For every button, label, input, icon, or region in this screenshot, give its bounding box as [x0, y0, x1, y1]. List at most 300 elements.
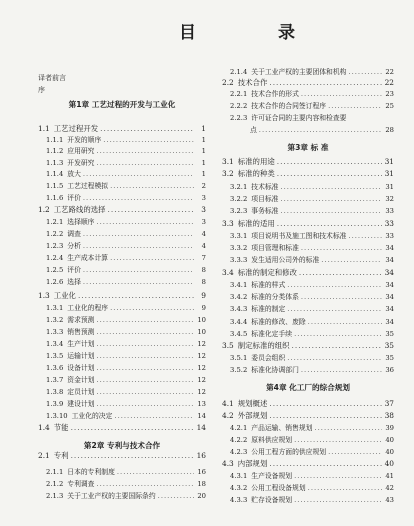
entry-page-number: 35	[385, 330, 394, 338]
entry-title: 项目说明书及施工图和技术标准	[251, 232, 347, 240]
entry-title: 工艺过程模拟	[67, 182, 109, 190]
chapter-heading: 第1章 工艺过程的开发与工业化	[68, 100, 176, 109]
entry-number: 1.3	[38, 291, 50, 300]
toc-subsection-entry	[222, 193, 394, 205]
entry-page-number: 12	[197, 388, 206, 396]
entry-page-number: 18	[197, 480, 206, 488]
entry-page-number: 34	[385, 293, 394, 301]
toc-subsection-entry	[222, 100, 394, 112]
entry-title: 日本的专利制度	[67, 468, 115, 476]
entry-title: 外部规划	[237, 411, 268, 420]
entry-title: 生产设备规划	[251, 472, 293, 480]
entry-page-number: 3	[201, 218, 206, 226]
toc-subsection-entry	[222, 328, 394, 340]
toc-subsection-entry	[222, 124, 394, 136]
toc-subsection-entry	[38, 490, 206, 502]
toc-section-entry	[222, 458, 394, 470]
entry-page-number: 10	[197, 328, 206, 336]
entry-number: 3.2.3	[230, 207, 248, 215]
toc-subsection-entry	[38, 338, 206, 350]
dot-leader	[287, 303, 382, 315]
entry-title: 技术合作的形式	[251, 90, 299, 98]
entry-number: 3.4.3	[230, 305, 248, 313]
entry-title: 标准的修改、废除	[251, 318, 306, 326]
toc-section-entry	[222, 218, 394, 230]
entry-title: 标准的分类体系	[251, 293, 299, 301]
entry-page-number: 8	[201, 266, 206, 274]
toc-subsection-entry	[222, 494, 394, 506]
entry-title: 工艺路线的选择	[53, 205, 106, 214]
entry-page-number: 12	[197, 352, 206, 360]
entry-title: 工业化	[53, 291, 76, 300]
entry-page-number: 12	[197, 340, 206, 348]
dot-leader	[301, 291, 382, 303]
entry-title: 点	[250, 126, 257, 134]
dot-leader	[96, 362, 194, 374]
entry-page-number: 34	[385, 318, 394, 326]
dot-leader	[83, 228, 194, 240]
entry-title: 开发的顺序	[67, 136, 102, 144]
entry-title: 节能	[53, 423, 69, 432]
entry-number: 4.3	[222, 459, 234, 468]
toc-subsection-entry	[38, 314, 206, 326]
dot-leader	[294, 494, 382, 506]
entry-page-number: 38	[384, 411, 394, 420]
entry-title: 产品运输、销售规划	[251, 424, 313, 432]
entry-number: 2.2	[222, 78, 234, 87]
entry-page-number: 33	[385, 207, 394, 215]
toc-subsection-entry	[38, 302, 206, 314]
dot-leader	[328, 100, 382, 112]
entry-title: 专利调查	[67, 480, 95, 488]
toc-subsection-entry	[38, 240, 206, 252]
entry-number: 3.3.2	[230, 244, 248, 252]
entry-page-number: 13	[197, 400, 206, 408]
entry-number: 1.1.1	[46, 136, 64, 144]
toc-subsection-entry	[38, 145, 206, 157]
entry-number: 1.2.3	[46, 242, 64, 250]
dot-leader	[308, 482, 382, 494]
entry-title: 项目标准	[251, 195, 279, 203]
toc-subsection-entry	[222, 205, 394, 217]
entry-title: 销售预测	[67, 328, 95, 336]
dot-leader	[287, 279, 382, 291]
entry-title: 评价	[67, 194, 81, 202]
toc-subsection-entry	[222, 303, 394, 315]
dot-leader	[259, 124, 382, 136]
entry-title: 建设计划	[67, 400, 95, 408]
entry-number: 3.2.2	[230, 195, 248, 203]
chapter-heading: 第4章 化工厂的综合规划	[266, 383, 350, 392]
entry-page-number: 7	[201, 254, 206, 262]
entry-page-number: 36	[385, 366, 394, 374]
toc-subsection-entry	[222, 254, 394, 266]
entry-page-number: 10	[197, 316, 206, 324]
entry-page-number: 4	[201, 230, 206, 238]
toc-section-entry	[38, 450, 206, 462]
dot-leader	[294, 328, 382, 340]
entry-title: 应用研究	[67, 147, 95, 155]
entry-page-number: 39	[385, 424, 394, 432]
entry-page-number: 9	[201, 291, 206, 300]
entry-page-number: 40	[384, 459, 394, 468]
dot-leader	[96, 386, 194, 398]
dot-leader	[301, 242, 382, 254]
entry-number: 3.4.1	[230, 281, 248, 289]
entry-number: 1.4	[38, 423, 50, 432]
entry-number: 1.3.7	[46, 376, 64, 384]
dot-leader	[96, 314, 194, 326]
entry-page-number: 33	[384, 219, 394, 228]
entry-page-number: 25	[385, 102, 394, 110]
entry-number: 4.2.2	[230, 436, 248, 444]
entry-number: 3.5.2	[230, 366, 248, 374]
entry-title: 发生适用公司外的标准	[251, 256, 320, 264]
entry-number: 1.3.2	[46, 316, 64, 324]
entry-number: 1.1	[38, 124, 50, 133]
toc-subsection-entry	[222, 112, 394, 124]
toc-section-entry	[222, 168, 394, 180]
entry-number: 1.3.6	[46, 364, 64, 372]
entry-page-number: 40	[385, 436, 394, 444]
entry-title: 工业化的决定	[71, 412, 113, 420]
toc-section-entry	[222, 340, 394, 352]
dot-leader	[269, 458, 382, 470]
toc-subsection-entry	[222, 242, 394, 254]
dot-leader	[277, 168, 382, 180]
entry-title: 需求预测	[67, 316, 95, 324]
entry-title: 关于工业产权的主要团体和机构	[251, 68, 347, 76]
toc-subsection-entry	[38, 276, 206, 288]
entry-page-number: 31	[384, 169, 394, 178]
entry-title: 内部规划	[237, 459, 268, 468]
entry-number: 1.1.2	[46, 147, 64, 155]
entry-title: 公用工程方面的供应规划	[251, 448, 327, 456]
entry-title: 项目管理和标准	[251, 244, 299, 252]
entry-number: 3.2	[222, 169, 234, 178]
dot-leader	[96, 145, 194, 157]
entry-page-number: 37	[384, 399, 394, 408]
entry-title: 评价	[67, 266, 81, 274]
entry-title: 专利	[53, 451, 69, 460]
entry-number: 4.3.2	[230, 484, 248, 492]
toc-subsection-entry	[222, 291, 394, 303]
entry-number: 1.1.5	[46, 182, 64, 190]
entry-page-number: 34	[385, 281, 394, 289]
dot-leader	[269, 410, 382, 422]
entry-page-number: 1	[201, 147, 206, 155]
entry-title: 技术合作的合同签订程序	[251, 102, 327, 110]
entry-title: 定员计划	[67, 388, 95, 396]
entry-title: 规划概述	[237, 399, 268, 408]
dot-leader	[83, 168, 194, 180]
dot-leader	[280, 205, 382, 217]
entry-number: 2.2.3	[230, 114, 248, 122]
entry-page-number: 12	[197, 376, 206, 384]
entry-title: 调查	[67, 230, 81, 238]
entry-title: 运输计划	[67, 352, 95, 360]
entry-number: 4.3.1	[230, 472, 248, 480]
toc-subsection-entry	[222, 316, 394, 328]
entry-number: 1.1.6	[46, 194, 64, 202]
entry-page-number: 22	[384, 78, 394, 87]
dot-leader	[110, 252, 194, 264]
entry-number: 1.3.3	[46, 328, 64, 336]
entry-number: 2.1.4	[230, 68, 248, 76]
entry-number: 1.2.2	[46, 230, 64, 238]
toc-subsection-entry	[222, 230, 394, 242]
entry-page-number: 42	[385, 484, 394, 492]
entry-title: 工业化的程序	[67, 304, 109, 312]
entry-number: 3.4.2	[230, 293, 248, 301]
chapter-heading: 第3章 标 准	[287, 143, 329, 152]
entry-title: 选择	[67, 278, 81, 286]
front-matter-preface: 译者前言	[38, 74, 66, 82]
entry-number: 1.2.6	[46, 278, 64, 286]
toc-section-entry	[222, 267, 394, 279]
entry-page-number: 22	[385, 68, 394, 76]
entry-title: 资金计划	[67, 376, 95, 384]
entry-page-number: 20	[197, 492, 206, 500]
toc-subsection-entry	[38, 216, 206, 228]
dot-leader	[269, 398, 382, 410]
dot-leader	[117, 466, 194, 478]
dot-leader	[114, 410, 194, 422]
dot-leader	[96, 478, 194, 490]
entry-page-number: 34	[384, 268, 394, 277]
entry-page-number: 4	[201, 242, 206, 250]
entry-page-number: 2	[201, 182, 206, 190]
dot-leader	[294, 434, 382, 446]
toc-subsection-entry	[222, 364, 394, 376]
entry-title: 委员会组织	[251, 354, 286, 362]
toc-subsection-entry	[38, 478, 206, 490]
entry-page-number: 34	[385, 244, 394, 252]
entry-page-number: 9	[201, 304, 206, 312]
entry-number: 2.1.1	[46, 468, 64, 476]
dot-leader	[83, 240, 194, 252]
dot-leader	[71, 422, 194, 434]
entry-page-number: 43	[385, 496, 394, 504]
entry-number: 1.3.9	[46, 400, 64, 408]
entry-number: 2.2.2	[230, 102, 248, 110]
dot-leader	[280, 181, 382, 193]
toc-subsection-entry	[38, 374, 206, 386]
toc-subsection-entry	[222, 181, 394, 193]
entry-page-number: 31	[385, 183, 394, 191]
entry-page-number: 1	[201, 136, 206, 144]
entry-number: 1.2.4	[46, 254, 64, 262]
entry-page-number: 14	[196, 423, 206, 432]
entry-title: 标准的种类	[237, 169, 275, 178]
entry-page-number: 1	[201, 124, 206, 133]
entry-number: 4.3.3	[230, 496, 248, 504]
entry-title: 标准的制定和修改	[237, 268, 297, 277]
dot-leader	[280, 193, 382, 205]
entry-number: 3.5.1	[230, 354, 248, 362]
entry-number: 4.2.3	[230, 448, 248, 456]
entry-title: 标准的适用	[237, 219, 275, 228]
entry-number: 1.3.5	[46, 352, 64, 360]
dot-leader	[277, 156, 382, 168]
entry-title: 标准的样式	[251, 281, 286, 289]
entry-title: 生产成本计算	[67, 254, 109, 262]
toc-section-entry	[222, 410, 394, 422]
entry-number: 4.1	[222, 399, 234, 408]
entry-number: 3.4.5	[230, 330, 248, 338]
entry-title: 选择顺序	[67, 218, 95, 226]
dot-leader	[158, 490, 194, 502]
toc-subsection-entry	[38, 398, 206, 410]
dot-leader	[83, 192, 194, 204]
dot-leader	[299, 267, 382, 279]
entry-page-number: 16	[196, 451, 206, 460]
entry-title: 贮存设备规划	[251, 496, 293, 504]
toc-subsection-entry	[38, 410, 206, 422]
entry-number: 1.1.3	[46, 159, 64, 167]
toc-subsection-entry	[38, 264, 206, 276]
dot-leader	[108, 204, 194, 216]
entry-number: 2.1	[38, 451, 50, 460]
toc-subsection-entry	[222, 446, 394, 458]
toc-section-entry	[222, 156, 394, 168]
entry-page-number: 3	[201, 205, 206, 214]
entry-title: 标准化定手续	[251, 330, 293, 338]
toc-subsection-entry	[222, 352, 394, 364]
entry-title: 开发研究	[67, 159, 95, 167]
dot-leader	[292, 340, 382, 352]
dot-leader	[110, 302, 194, 314]
dot-leader	[287, 352, 382, 364]
entry-page-number: 12	[197, 364, 206, 372]
entry-number: 1.2.5	[46, 266, 64, 274]
entry-number: 2.1.2	[46, 480, 64, 488]
toc-section-entry	[38, 422, 206, 434]
toc-subsection-entry	[38, 466, 206, 478]
entry-title: 技术标准	[251, 183, 279, 191]
dot-leader	[83, 276, 194, 288]
toc-subsection-entry	[222, 422, 394, 434]
toc-subsection-entry	[38, 168, 206, 180]
dot-leader	[314, 422, 382, 434]
toc-subsection-entry	[222, 279, 394, 291]
entry-page-number: 23	[385, 90, 394, 98]
entry-number: 1.3.10	[46, 412, 68, 420]
toc-subsection-entry	[38, 180, 206, 192]
entry-number: 3.4	[222, 268, 234, 277]
entry-title: 技术合作	[237, 78, 268, 87]
toc-section-entry	[38, 204, 206, 216]
front-matter-foreword: 序	[38, 86, 45, 94]
entry-page-number: 32	[385, 195, 394, 203]
entry-title: 工艺过程开发	[53, 124, 99, 133]
dot-leader	[96, 338, 194, 350]
dot-leader	[277, 218, 382, 230]
entry-number: 4.2.1	[230, 424, 248, 432]
dot-leader	[96, 326, 194, 338]
toc-section-entry	[38, 290, 206, 302]
entry-number: 3.1	[222, 157, 234, 166]
entry-title: 原料供应规划	[251, 436, 293, 444]
dot-leader	[96, 374, 194, 386]
dot-leader	[83, 264, 194, 276]
entry-page-number: 35	[384, 341, 394, 350]
entry-number: 3.4.4	[230, 318, 248, 326]
entry-title: 标准的用途	[237, 157, 275, 166]
entry-page-number: 3	[201, 194, 206, 202]
entry-number: 4.2	[222, 411, 234, 420]
entry-page-number: 34	[385, 256, 394, 264]
dot-leader	[308, 316, 382, 328]
toc-section-entry	[222, 398, 394, 410]
entry-page-number: 35	[385, 354, 394, 362]
entry-title: 分析	[67, 242, 81, 250]
entry-title: 设备计划	[67, 364, 95, 372]
toc-subsection-entry	[38, 350, 206, 362]
dot-leader	[348, 230, 382, 242]
entry-title: 关于工业产权的主要国际条约	[67, 492, 156, 500]
entry-page-number: 14	[197, 412, 206, 420]
entry-title: 制定标准的组织	[237, 341, 290, 350]
entry-page-number: 28	[385, 126, 394, 134]
entry-number: 1.1.4	[46, 170, 64, 178]
dot-leader	[294, 470, 382, 482]
toc-subsection-entry	[222, 470, 394, 482]
toc-subsection-entry	[222, 88, 394, 100]
entry-page-number: 16	[197, 468, 206, 476]
entry-title: 标准的制定	[251, 305, 286, 313]
toc-subsection-entry	[38, 362, 206, 374]
entry-page-number: 40	[385, 448, 394, 456]
entry-title: 事务标准	[251, 207, 279, 215]
entry-number: 1.2	[38, 205, 50, 214]
entry-number: 3.2.1	[230, 183, 248, 191]
entry-number: 3.3.1	[230, 232, 248, 240]
entry-number: 3.5	[222, 341, 234, 350]
dot-leader	[96, 398, 194, 410]
dot-leader	[301, 364, 382, 376]
chapter-heading: 第2章 专利与技术合作	[83, 441, 161, 450]
dot-leader	[301, 88, 382, 100]
entry-title: 生产计划	[67, 340, 95, 348]
toc-subsection-entry	[38, 326, 206, 338]
toc-subsection-entry	[38, 228, 206, 240]
dot-leader	[96, 216, 194, 228]
entry-page-number: 8	[201, 278, 206, 286]
dot-leader	[110, 180, 194, 192]
toc-subsection-entry	[38, 386, 206, 398]
entry-page-number: 1	[201, 170, 206, 178]
toc-subsection-entry	[222, 434, 394, 446]
entry-number: 2.1.3	[46, 492, 64, 500]
dot-leader	[78, 290, 194, 302]
entry-number: 1.3.4	[46, 340, 64, 348]
entry-number: 1.3.1	[46, 304, 64, 312]
entry-page-number: 34	[385, 305, 394, 313]
page-title: 目 录	[179, 23, 333, 43]
entry-title: 放大	[67, 170, 81, 178]
entry-number: 1.3.8	[46, 388, 64, 396]
entry-title: 标准化协调部门	[251, 366, 299, 374]
dot-leader	[96, 350, 194, 362]
entry-title: 许可证合同的主要内容和检查要	[251, 114, 347, 122]
entry-number: 3.3	[222, 219, 234, 228]
dot-leader	[71, 450, 194, 462]
entry-number: 3.3.3	[230, 256, 248, 264]
entry-number: 1.2.1	[46, 218, 64, 226]
toc-subsection-entry	[222, 482, 394, 494]
toc-subsection-entry	[38, 192, 206, 204]
